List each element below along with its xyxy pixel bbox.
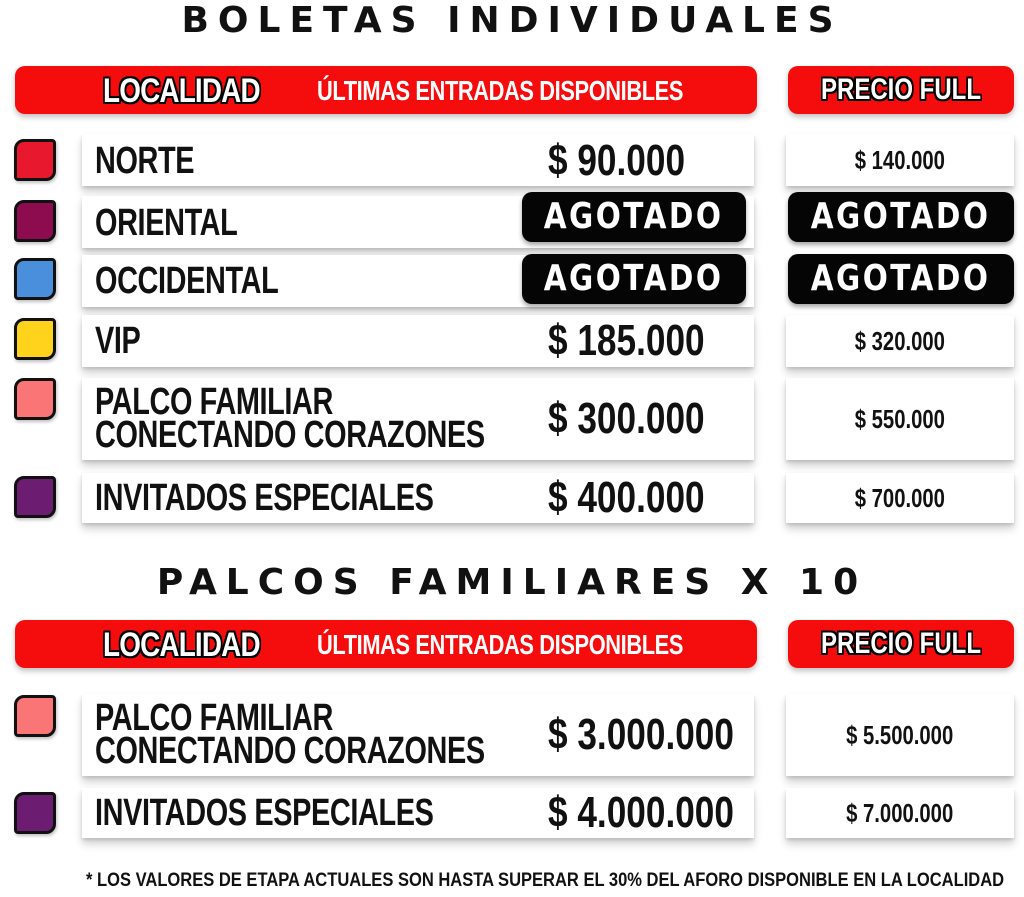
- color-swatch-norte: [14, 139, 56, 181]
- header-precio-full-label-2: PRECIO FULL: [821, 627, 981, 660]
- price-box-vip: [786, 315, 1014, 367]
- color-swatch-occidental: [14, 258, 56, 300]
- section-title-palcos: PALCOS FAMILIARES X 10: [156, 562, 868, 603]
- price-box-palco-familiar: [786, 378, 1014, 460]
- header-bar-precio-full: [788, 66, 1014, 114]
- row-label-norte: NORTE: [95, 140, 195, 182]
- price-box-palco-familiar-2: [786, 694, 1014, 776]
- full-price-invitados: $ 700.000: [854, 483, 946, 513]
- row-label-palco-familiar-2-line1: PALCO FAMILIAR: [95, 697, 334, 739]
- row-label-palco-familiar-line1: PALCO FAMILIAR: [95, 381, 334, 423]
- color-swatch-vip: [14, 318, 56, 360]
- header-ultimas-label-2: ÚLTIMAS ENTRADAS DISPONIBLES: [317, 629, 684, 660]
- color-swatch-palco-familiar-2: [14, 695, 56, 737]
- row-value-vip: $ 185.000: [548, 316, 705, 365]
- row-value-invitados: $ 400.000: [548, 473, 705, 522]
- header-localidad-label: LOCALIDAD: [103, 72, 260, 110]
- color-swatch-invitados: [14, 476, 56, 518]
- soldout-full-badge-occidental: AGOTADO: [788, 254, 1014, 304]
- soldout-badge-oriental: AGOTADO: [522, 192, 746, 242]
- row-label-palco-familiar-line2: CONECTANDO CORAZONES: [95, 414, 485, 456]
- row-value-palco-familiar-2: $ 3.000.000: [548, 710, 734, 759]
- row-label-occidental: OCCIDENTAL: [95, 260, 279, 302]
- full-price-invitados-2: $ 7.000.000: [846, 798, 954, 828]
- header-bar-precio-full-2: [788, 620, 1014, 668]
- full-price-norte: $ 140.000: [854, 145, 946, 175]
- header-localidad-label-2: LOCALIDAD: [103, 626, 260, 664]
- row-value-palco-familiar: $ 300.000: [548, 394, 705, 443]
- header-ultimas-label: ÚLTIMAS ENTRADAS DISPONIBLES: [317, 75, 684, 106]
- row-label-palco-familiar-2-line2: CONECTANDO CORAZONES: [95, 730, 485, 772]
- header-precio-full-label: PRECIO FULL: [821, 73, 981, 106]
- soldout-full-badge-oriental: AGOTADO: [788, 192, 1014, 242]
- row-label-invitados: INVITADOS ESPECIALES: [95, 477, 434, 519]
- price-box-norte: [786, 134, 1014, 186]
- full-price-palco-familiar-2: $ 5.500.000: [846, 720, 954, 750]
- section-title-boletas: BOLETAS INDIVIDUALES: [181, 0, 843, 41]
- row-label-invitados-2: INVITADOS ESPECIALES: [95, 792, 434, 834]
- header-bar-localidad: [15, 66, 757, 114]
- price-box-invitados: [786, 473, 1014, 523]
- soldout-badge-occidental: AGOTADO: [522, 254, 746, 304]
- row-value-invitados-2: $ 4.000.000: [548, 788, 734, 837]
- row-value-norte: $ 90.000: [548, 136, 686, 185]
- footnote: * LOS VALORES DE ETAPA ACTUALES SON HASTA SUPERAR EL 30% DEL AFORO DISPONIBLE EN LA LOCALIDAD: [86, 870, 1005, 891]
- full-price-vip: $ 320.000: [854, 326, 946, 356]
- row-label-vip: VIP: [95, 320, 141, 362]
- color-swatch-palco-familiar: [14, 378, 56, 420]
- header-bar-localidad-2: [15, 620, 757, 668]
- color-swatch-oriental: [14, 200, 56, 242]
- price-box-invitados-2: [786, 788, 1014, 838]
- row-label-oriental: ORIENTAL: [95, 202, 238, 244]
- color-swatch-invitados-2: [14, 792, 56, 834]
- full-price-palco-familiar: $ 550.000: [854, 404, 946, 434]
